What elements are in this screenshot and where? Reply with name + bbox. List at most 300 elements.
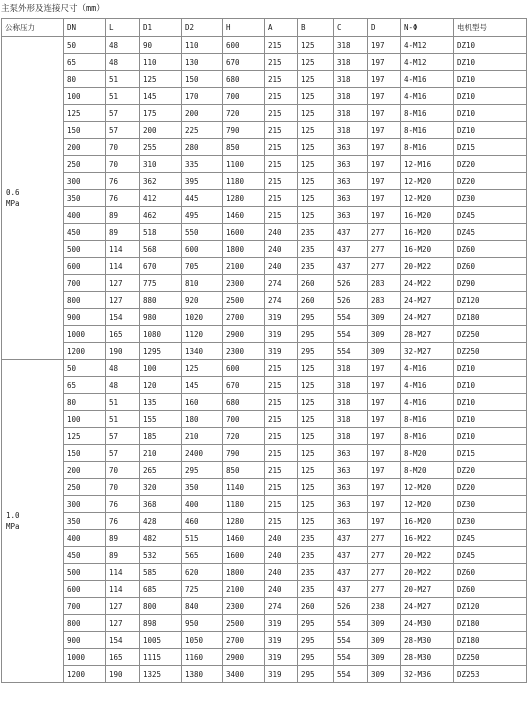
- table-cell: 295: [298, 343, 334, 360]
- table-cell: 309: [368, 615, 401, 632]
- table-cell: 8-M16: [401, 139, 454, 156]
- table-cell: 125: [298, 377, 334, 394]
- table-cell: 445: [182, 190, 223, 207]
- table-row: [2, 598, 527, 615]
- table-cell: 225: [182, 122, 223, 139]
- table-cell: 200: [182, 105, 223, 122]
- table-cell: 318: [334, 37, 368, 54]
- table-cell: DZ120: [454, 598, 527, 615]
- table-cell: DZ10: [454, 411, 527, 428]
- table-cell: 197: [368, 156, 401, 173]
- table-cell: 277: [368, 581, 401, 598]
- table-cell: 335: [182, 156, 223, 173]
- table-cell: 319: [265, 343, 298, 360]
- table-cell: 125: [298, 394, 334, 411]
- table-cell: 235: [298, 564, 334, 581]
- table-cell: 775: [140, 275, 182, 292]
- table-cell: 125: [140, 71, 182, 88]
- table-cell: 24-M22: [401, 275, 454, 292]
- table-row: [2, 258, 527, 275]
- table-cell: DZ60: [454, 564, 527, 581]
- table-row: [2, 479, 527, 496]
- table-cell: 215: [265, 479, 298, 496]
- table-cell: 125: [298, 411, 334, 428]
- table-cell: 215: [265, 360, 298, 377]
- table-cell: 197: [368, 496, 401, 513]
- table-cell: 24-M30: [401, 615, 454, 632]
- table-cell: 295: [298, 326, 334, 343]
- table-cell: 363: [334, 156, 368, 173]
- table-cell: 265: [140, 462, 182, 479]
- table-cell: 274: [265, 292, 298, 309]
- table-cell: 210: [182, 428, 223, 445]
- table-cell: 197: [368, 173, 401, 190]
- table-cell: 518: [140, 224, 182, 241]
- table-cell: 260: [298, 598, 334, 615]
- table-row: [2, 173, 527, 190]
- table-cell: 1100: [223, 156, 265, 173]
- table-cell: 368: [140, 496, 182, 513]
- table-cell: 1200: [64, 343, 106, 360]
- table-cell: 363: [334, 445, 368, 462]
- table-cell: DZ20: [454, 462, 527, 479]
- table-cell: 28-M30: [401, 632, 454, 649]
- table-cell: 12-M16: [401, 156, 454, 173]
- table-cell: DZ10: [454, 71, 527, 88]
- table-cell: 235: [298, 224, 334, 241]
- table-cell: 125: [298, 428, 334, 445]
- table-cell: 125: [64, 105, 106, 122]
- table-cell: 554: [334, 649, 368, 666]
- table-cell: 70: [106, 479, 140, 496]
- header-c: C: [334, 19, 368, 37]
- table-cell: 363: [334, 462, 368, 479]
- table-cell: 8-M20: [401, 445, 454, 462]
- table-cell: 277: [368, 258, 401, 275]
- table-row: [2, 411, 527, 428]
- table-cell: 12-M20: [401, 479, 454, 496]
- table-cell: 114: [106, 581, 140, 598]
- table-cell: 550: [182, 224, 223, 241]
- table-row: [2, 207, 527, 224]
- table-cell: 900: [64, 632, 106, 649]
- table-cell: 412: [140, 190, 182, 207]
- table-cell: 319: [265, 309, 298, 326]
- table-cell: 2700: [223, 309, 265, 326]
- header-h: H: [223, 19, 265, 37]
- table-cell: 700: [64, 275, 106, 292]
- header-b: B: [298, 19, 334, 37]
- table-cell: 2700: [223, 632, 265, 649]
- table-cell: 89: [106, 224, 140, 241]
- table-cell: 1800: [223, 241, 265, 258]
- table-cell: 295: [182, 462, 223, 479]
- table-cell: 185: [140, 428, 182, 445]
- table-cell: 350: [182, 479, 223, 496]
- table-cell: 215: [265, 173, 298, 190]
- table-cell: 362: [140, 173, 182, 190]
- table-cell: 125: [298, 156, 334, 173]
- table-cell: 4-M16: [401, 377, 454, 394]
- table-cell: 197: [368, 462, 401, 479]
- table-cell: 215: [265, 71, 298, 88]
- table-cell: 318: [334, 394, 368, 411]
- table-cell: 197: [368, 513, 401, 530]
- table-cell: 400: [182, 496, 223, 513]
- table-cell: 1080: [140, 326, 182, 343]
- table-cell: 363: [334, 190, 368, 207]
- table-cell: 4-M16: [401, 71, 454, 88]
- table-cell: 2500: [223, 292, 265, 309]
- table-row: [2, 377, 527, 394]
- table-cell: 319: [265, 326, 298, 343]
- table-cell: 28-M27: [401, 326, 454, 343]
- table-cell: 318: [334, 88, 368, 105]
- pressure-unit: MPa: [6, 522, 20, 531]
- table-cell: 1160: [182, 649, 223, 666]
- table-cell: 1800: [223, 564, 265, 581]
- table-cell: 1200: [64, 666, 106, 683]
- table-cell: 235: [298, 530, 334, 547]
- table-cell: 1600: [223, 224, 265, 241]
- table-cell: 12-M20: [401, 173, 454, 190]
- table-cell: 197: [368, 207, 401, 224]
- table-cell: 2500: [223, 615, 265, 632]
- table-cell: DZ180: [454, 632, 527, 649]
- table-cell: 215: [265, 139, 298, 156]
- table-cell: 685: [140, 581, 182, 598]
- header-pressure: 公称压力: [2, 19, 64, 37]
- table-cell: 2300: [223, 275, 265, 292]
- table-cell: 240: [265, 224, 298, 241]
- table-row: [2, 581, 527, 598]
- table-cell: DZ10: [454, 360, 527, 377]
- table-cell: 350: [64, 513, 106, 530]
- header-motor-model: 电机型号: [454, 19, 527, 37]
- table-cell: 89: [106, 530, 140, 547]
- table-cell: 125: [298, 173, 334, 190]
- table-cell: 800: [64, 615, 106, 632]
- table-row: [2, 190, 527, 207]
- table-cell: 197: [368, 37, 401, 54]
- table-cell: 1180: [223, 173, 265, 190]
- table-cell: 1000: [64, 649, 106, 666]
- table-cell: 215: [265, 377, 298, 394]
- table-cell: 16-M20: [401, 241, 454, 258]
- table-cell: DZ20: [454, 173, 527, 190]
- table-cell: 1340: [182, 343, 223, 360]
- table-cell: 790: [223, 122, 265, 139]
- table-cell: DZ15: [454, 445, 527, 462]
- table-cell: 1295: [140, 343, 182, 360]
- table-cell: 76: [106, 496, 140, 513]
- pressure-unit: MPa: [6, 199, 20, 208]
- table-cell: 318: [334, 54, 368, 71]
- table-cell: 309: [368, 343, 401, 360]
- table-cell: DZ45: [454, 530, 527, 547]
- table-cell: 125: [298, 71, 334, 88]
- table-cell: 80: [64, 71, 106, 88]
- table-cell: 2400: [182, 445, 223, 462]
- table-cell: 295: [298, 649, 334, 666]
- table-cell: 125: [298, 122, 334, 139]
- pressure-group-cell: [2, 360, 64, 683]
- table-row: [2, 326, 527, 343]
- table-cell: 48: [106, 377, 140, 394]
- table-cell: 215: [265, 428, 298, 445]
- table-cell: DZ250: [454, 343, 527, 360]
- table-cell: 76: [106, 190, 140, 207]
- table-row: [2, 292, 527, 309]
- table-cell: DZ90: [454, 275, 527, 292]
- table-row: [2, 105, 527, 122]
- table-row: [2, 615, 527, 632]
- table-cell: 48: [106, 37, 140, 54]
- table-cell: 460: [182, 513, 223, 530]
- table-cell: 215: [265, 411, 298, 428]
- table-cell: 16-M20: [401, 224, 454, 241]
- table-cell: 1460: [223, 530, 265, 547]
- table-cell: 318: [334, 71, 368, 88]
- table-row: [2, 445, 527, 462]
- table-row: [2, 513, 527, 530]
- table-cell: 165: [106, 649, 140, 666]
- table-cell: 1120: [182, 326, 223, 343]
- table-cell: 80: [64, 394, 106, 411]
- table-cell: 215: [265, 496, 298, 513]
- table-cell: 197: [368, 54, 401, 71]
- table-cell: 295: [298, 632, 334, 649]
- table-cell: 2300: [223, 343, 265, 360]
- table-cell: 125: [298, 88, 334, 105]
- table-cell: 110: [140, 54, 182, 71]
- table-row: [2, 360, 527, 377]
- table-cell: 235: [298, 241, 334, 258]
- table-cell: 114: [106, 258, 140, 275]
- table-cell: 300: [64, 173, 106, 190]
- table-row: [2, 530, 527, 547]
- table-cell: 20-M22: [401, 258, 454, 275]
- table-cell: 4-M16: [401, 360, 454, 377]
- table-row: [2, 632, 527, 649]
- table-cell: 1600: [223, 547, 265, 564]
- table-cell: DZ10: [454, 88, 527, 105]
- table-cell: 554: [334, 309, 368, 326]
- table-cell: DZ60: [454, 581, 527, 598]
- table-cell: 318: [334, 411, 368, 428]
- table-cell: 526: [334, 598, 368, 615]
- table-cell: 190: [106, 343, 140, 360]
- table-cell: 215: [265, 394, 298, 411]
- table-cell: 2900: [223, 326, 265, 343]
- table-row: [2, 241, 527, 258]
- table-cell: 319: [265, 632, 298, 649]
- table-cell: 89: [106, 547, 140, 564]
- table-cell: 400: [64, 207, 106, 224]
- table-cell: 554: [334, 615, 368, 632]
- table-cell: 309: [368, 309, 401, 326]
- table-cell: 277: [368, 547, 401, 564]
- table-cell: 48: [106, 360, 140, 377]
- table-cell: 980: [140, 309, 182, 326]
- table-row: [2, 496, 527, 513]
- table-cell: 532: [140, 547, 182, 564]
- table-cell: 554: [334, 666, 368, 683]
- table-cell: 274: [265, 598, 298, 615]
- table-cell: 277: [368, 564, 401, 581]
- table-cell: 363: [334, 513, 368, 530]
- table-cell: 295: [298, 666, 334, 683]
- table-cell: 114: [106, 564, 140, 581]
- table-cell: 240: [265, 241, 298, 258]
- table-cell: 127: [106, 275, 140, 292]
- table-cell: 4-M12: [401, 37, 454, 54]
- table-cell: 437: [334, 258, 368, 275]
- table-cell: 554: [334, 343, 368, 360]
- table-cell: 215: [265, 190, 298, 207]
- table-cell: 127: [106, 615, 140, 632]
- table-cell: 197: [368, 190, 401, 207]
- table-cell: 150: [64, 445, 106, 462]
- table-cell: 277: [368, 241, 401, 258]
- table-cell: 8-M16: [401, 105, 454, 122]
- table-cell: 125: [298, 462, 334, 479]
- table-cell: 125: [298, 54, 334, 71]
- table-row: [2, 666, 527, 683]
- table-cell: 670: [223, 377, 265, 394]
- table-cell: 125: [182, 360, 223, 377]
- table-cell: 2300: [223, 598, 265, 615]
- table-cell: 12-M20: [401, 496, 454, 513]
- table-cell: 57: [106, 428, 140, 445]
- header-row: [2, 19, 527, 37]
- table-cell: 680: [223, 71, 265, 88]
- table-cell: 1280: [223, 513, 265, 530]
- table-cell: 197: [368, 479, 401, 496]
- table-cell: 240: [265, 564, 298, 581]
- header-dn: DN: [64, 19, 106, 37]
- table-cell: 20-M22: [401, 547, 454, 564]
- table-cell: 500: [64, 564, 106, 581]
- table-row: [2, 564, 527, 581]
- table-cell: 57: [106, 105, 140, 122]
- table-row: [2, 309, 527, 326]
- table-cell: 235: [298, 258, 334, 275]
- table-cell: 16-M20: [401, 513, 454, 530]
- table-cell: 500: [64, 241, 106, 258]
- table-cell: 700: [64, 598, 106, 615]
- table-cell: 280: [182, 139, 223, 156]
- table-cell: 24-M27: [401, 309, 454, 326]
- table-cell: 700: [223, 88, 265, 105]
- table-cell: 319: [265, 615, 298, 632]
- table-cell: 310: [140, 156, 182, 173]
- table-cell: 1380: [182, 666, 223, 683]
- table-cell: 180: [182, 411, 223, 428]
- table-cell: 125: [298, 513, 334, 530]
- table-cell: 600: [182, 241, 223, 258]
- table-cell: DZ10: [454, 394, 527, 411]
- table-cell: 20-M27: [401, 581, 454, 598]
- table-cell: 720: [223, 428, 265, 445]
- table-cell: 3400: [223, 666, 265, 683]
- table-cell: 526: [334, 292, 368, 309]
- table-row: [2, 394, 527, 411]
- table-cell: 215: [265, 54, 298, 71]
- table-cell: 170: [182, 88, 223, 105]
- table-row: [2, 462, 527, 479]
- table-cell: 8-M20: [401, 462, 454, 479]
- table-cell: 70: [106, 462, 140, 479]
- table-cell: 600: [223, 360, 265, 377]
- table-cell: 600: [64, 581, 106, 598]
- table-cell: 70: [106, 139, 140, 156]
- table-row: [2, 343, 527, 360]
- table-cell: 127: [106, 292, 140, 309]
- table-cell: 437: [334, 581, 368, 598]
- pressure-group-cell: [2, 37, 64, 360]
- table-cell: 568: [140, 241, 182, 258]
- table-row: [2, 37, 527, 54]
- table-cell: 295: [298, 615, 334, 632]
- table-cell: 154: [106, 309, 140, 326]
- dimension-table: [1, 18, 527, 683]
- table-cell: 283: [368, 275, 401, 292]
- table-cell: 48: [106, 54, 140, 71]
- table-cell: 670: [223, 54, 265, 71]
- table-row: [2, 88, 527, 105]
- header-d1: D1: [140, 19, 182, 37]
- table-cell: 200: [64, 462, 106, 479]
- table-cell: 1115: [140, 649, 182, 666]
- table-cell: 76: [106, 513, 140, 530]
- table-cell: 240: [265, 530, 298, 547]
- table-cell: 600: [64, 258, 106, 275]
- table-cell: 235: [298, 581, 334, 598]
- table-row: [2, 156, 527, 173]
- table-row: [2, 224, 527, 241]
- table-cell: 215: [265, 122, 298, 139]
- table-cell: 1325: [140, 666, 182, 683]
- header-d2: D2: [182, 19, 223, 37]
- table-cell: 260: [298, 292, 334, 309]
- table-cell: 51: [106, 88, 140, 105]
- table-caption: 主泵外形及连接尺寸（mm）: [1, 4, 105, 14]
- table-cell: 50: [64, 37, 106, 54]
- table-cell: 790: [223, 445, 265, 462]
- table-cell: 190: [106, 666, 140, 683]
- table-cell: 725: [182, 581, 223, 598]
- table-cell: 680: [223, 394, 265, 411]
- table-cell: 130: [182, 54, 223, 71]
- table-cell: DZ253: [454, 666, 527, 683]
- table-cell: 437: [334, 547, 368, 564]
- table-cell: 197: [368, 428, 401, 445]
- table-cell: 437: [334, 224, 368, 241]
- table-cell: 125: [298, 445, 334, 462]
- table-cell: 554: [334, 632, 368, 649]
- table-cell: 250: [64, 156, 106, 173]
- table-cell: 200: [64, 139, 106, 156]
- table-cell: 4-M16: [401, 394, 454, 411]
- table-cell: 920: [182, 292, 223, 309]
- table-cell: 437: [334, 530, 368, 547]
- table-cell: 100: [140, 360, 182, 377]
- table-cell: 2100: [223, 581, 265, 598]
- table-cell: DZ250: [454, 649, 527, 666]
- table-cell: 197: [368, 394, 401, 411]
- table-cell: 215: [265, 513, 298, 530]
